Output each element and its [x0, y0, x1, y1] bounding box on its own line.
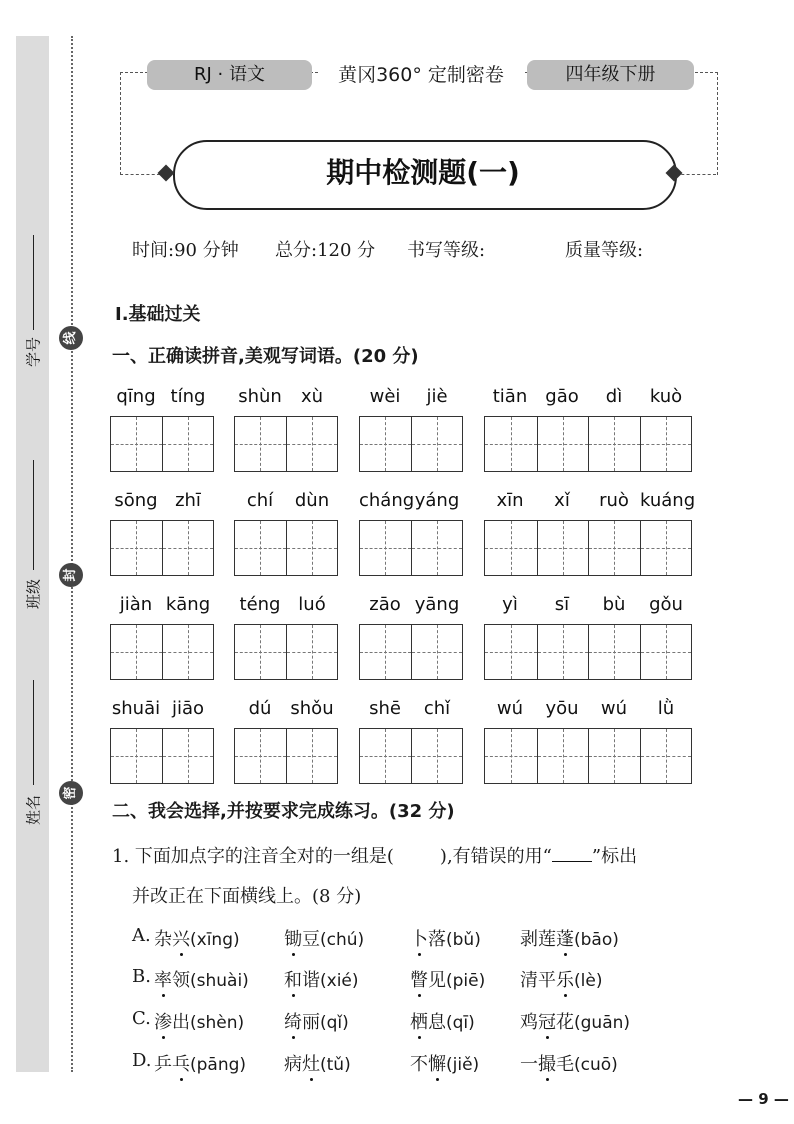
writing-cell[interactable] [640, 521, 692, 575]
pinyin-row [110, 386, 694, 486]
pinyin-syllable: jiè [426, 386, 448, 407]
pinyin-syllable: yì [502, 594, 518, 615]
writing-cell[interactable] [485, 729, 537, 783]
writing-cell[interactable] [640, 417, 692, 471]
writing-cell[interactable] [111, 417, 162, 471]
writing-cell[interactable] [485, 625, 537, 679]
writing-grid [359, 416, 463, 472]
subject-pill: RJ · 语文 [147, 60, 312, 90]
question-1-text-a: 1. 下面加点字的注音全对的一组是( [112, 846, 394, 867]
pinyin-syllable: shùn [238, 386, 282, 407]
pinyin-syllable: chí [246, 490, 274, 511]
pinyin-syllable: zhī [175, 490, 201, 511]
pinyin-syllable: cháng [359, 490, 415, 511]
dotted-character: 渗 [154, 1008, 172, 1034]
pinyin-annotation: (bǔ) [446, 930, 481, 950]
writing-cell[interactable] [235, 521, 286, 575]
pinyin-syllable: kuò [649, 386, 683, 407]
word-prefix: 杂 [154, 929, 172, 950]
pinyin-syllable: lǜ [657, 698, 675, 719]
option-letter[interactable]: B. [132, 966, 151, 987]
pinyin-syllable: zāo [369, 594, 401, 615]
writing-grid [110, 624, 214, 680]
header-frame-right-foot [676, 174, 716, 175]
writing-cell[interactable] [588, 417, 640, 471]
writing-cell[interactable] [111, 729, 162, 783]
pinyin-syllable: gāo [545, 386, 579, 407]
writing-grid [110, 520, 214, 576]
writing-cell[interactable] [485, 417, 537, 471]
option-letter[interactable]: C. [132, 1008, 151, 1029]
option-word [410, 1050, 479, 1076]
dotted-character: 卜 [410, 925, 428, 951]
page-title: 期中检测题(一) [326, 156, 520, 189]
pinyin-syllable: jiàn [119, 594, 153, 615]
writing-grid [110, 728, 214, 784]
writing-cell[interactable] [111, 521, 162, 575]
word-suffix: 豆 [302, 929, 320, 950]
student-number-label: 学号 [24, 336, 43, 368]
writing-cell[interactable] [588, 521, 640, 575]
seal-line-marker: 线 [59, 326, 83, 350]
word-prefix: 病 [284, 1054, 302, 1075]
word-prefix: 乒 [154, 1054, 172, 1075]
pinyin-syllable: téng [239, 594, 281, 615]
grade-pill: 四年级下册 [527, 60, 694, 90]
writing-grid [359, 624, 463, 680]
word-prefix: 清平 [520, 970, 556, 991]
pinyin-row [110, 698, 694, 798]
writing-cell[interactable] [286, 521, 337, 575]
writing-cell[interactable] [640, 729, 692, 783]
writing-cell[interactable] [111, 625, 162, 679]
seal-seal-marker: 封 [59, 563, 83, 587]
dotted-character: 灶 [302, 1050, 320, 1076]
dotted-character: 和 [284, 966, 302, 992]
writing-cell[interactable] [286, 417, 337, 471]
dotted-character: 栖 [410, 1008, 428, 1034]
option-word [520, 925, 619, 951]
writing-cell[interactable] [235, 417, 286, 471]
writing-cell[interactable] [360, 729, 411, 783]
pinyin-annotation: (shuài) [190, 971, 249, 991]
option-word [284, 925, 364, 951]
writing-grid [484, 624, 692, 680]
page-number: — 9 — [738, 1090, 789, 1108]
header-frame-left-foot [120, 174, 160, 175]
writing-cell[interactable] [360, 521, 411, 575]
pinyin-syllable: sī [554, 594, 570, 615]
pinyin-syllable: dì [605, 386, 623, 407]
option-word [154, 925, 240, 951]
pinyin-annotation: (xīng) [190, 930, 240, 950]
option-word [284, 1050, 351, 1076]
pinyin-syllable: shē [369, 698, 401, 719]
pinyin-syllable: tiān [492, 386, 528, 407]
option-word [154, 1008, 244, 1034]
word-prefix: 一 [520, 1054, 538, 1075]
pinyin-syllable: gǒu [649, 594, 683, 615]
question-1-text-c: ”标出 [591, 846, 638, 867]
pinyin-syllable: wú [600, 698, 628, 719]
pinyin-syllable: tíng [170, 386, 206, 407]
option-word [410, 1008, 475, 1034]
option-word [154, 1050, 246, 1076]
question-1-text-b: ),有错误的用“ [439, 846, 552, 867]
name-label: 姓名 [24, 794, 43, 826]
writing-grid [110, 416, 214, 472]
writing-grid [484, 520, 692, 576]
writing-grid [359, 728, 463, 784]
dotted-character: 瞥 [410, 966, 428, 992]
writing-cell[interactable] [485, 521, 537, 575]
time-info: 时间:90 分钟 [132, 240, 239, 261]
dotted-character: 懈 [428, 1050, 446, 1076]
dotted-character: 绮 [284, 1008, 302, 1034]
pinyin-annotation: (guān) [574, 1013, 631, 1033]
writing-cell[interactable] [411, 521, 462, 575]
pinyin-syllable: wèi [369, 386, 401, 407]
pinyin-syllable: ruò [599, 490, 629, 511]
total-score-info: 总分:120 分 [275, 240, 376, 261]
writing-cell[interactable] [360, 625, 411, 679]
pinyin-syllable: wú [496, 698, 524, 719]
writing-grid [359, 520, 463, 576]
writing-cell[interactable] [537, 521, 589, 575]
writing-cell[interactable] [162, 521, 213, 575]
class-label: 班级 [24, 578, 43, 610]
writing-grid [234, 624, 338, 680]
option-word [284, 1008, 349, 1034]
dotted-character: 锄 [284, 925, 302, 951]
pinyin-syllable: kāng [165, 594, 211, 615]
series-title: 黄冈360° 定制密卷 [318, 60, 524, 90]
name-blank[interactable] [33, 680, 34, 785]
pinyin-annotation: (bāo) [574, 930, 619, 950]
pinyin-syllable: dùn [294, 490, 330, 511]
option-word [284, 966, 359, 992]
pinyin-annotation: (xié) [320, 971, 359, 991]
writing-cell[interactable] [162, 625, 213, 679]
pinyin-syllable: qīng [116, 386, 156, 407]
question-1-line2: 并改正在下面横线上。(8 分) [132, 886, 362, 907]
part1-heading: Ⅰ.基础过关 [115, 304, 201, 325]
question-1-line1 [112, 842, 637, 868]
writing-cell[interactable] [588, 625, 640, 679]
pinyin-annotation: (chú) [320, 930, 365, 950]
writing-cell[interactable] [411, 417, 462, 471]
word-suffix: 丽 [302, 1012, 320, 1033]
writing-grid [484, 728, 692, 784]
option-letter[interactable]: A. [132, 925, 151, 946]
pinyin-annotation: (shèn) [190, 1013, 245, 1033]
writing-cell[interactable] [588, 729, 640, 783]
dotted-character: 冠 [538, 1008, 556, 1034]
writing-cell[interactable] [360, 417, 411, 471]
option-word [520, 1008, 630, 1034]
word-suffix: 落 [428, 929, 446, 950]
writing-grid [234, 728, 338, 784]
writing-grid [234, 520, 338, 576]
quality-grade-info: 质量等级: [565, 240, 644, 261]
word-suffix: 见 [428, 970, 446, 991]
writing-cell[interactable] [162, 729, 213, 783]
option-word [520, 1050, 618, 1076]
dotted-character: 乐 [556, 966, 574, 992]
pinyin-syllable: chǐ [423, 698, 451, 719]
writing-grid [484, 416, 692, 472]
writing-grid [234, 416, 338, 472]
pinyin-syllable: yáng [414, 490, 460, 511]
question1-heading: 一、正确读拼音,美观写词语。(20 分) [112, 346, 419, 367]
option-letter[interactable]: D. [132, 1050, 152, 1071]
class-blank[interactable] [33, 460, 34, 570]
pinyin-syllable: shuāi [111, 698, 161, 719]
pinyin-syllable: kuáng [640, 490, 696, 511]
writing-cell[interactable] [235, 729, 286, 783]
writing-cell[interactable] [286, 625, 337, 679]
pinyin-row [110, 594, 694, 694]
dotted-character: 乓 [172, 1050, 190, 1076]
pinyin-annotation: (cuō) [574, 1055, 618, 1075]
pinyin-annotation: (qǐ) [320, 1013, 349, 1033]
dotted-character: 蓬 [556, 925, 574, 951]
pinyin-syllable: xǐ [554, 490, 570, 511]
word-prefix: 剥莲 [520, 929, 556, 950]
word-prefix: 鸡 [520, 1012, 538, 1033]
option-word [410, 925, 481, 951]
writing-cell[interactable] [537, 625, 589, 679]
word-suffix: 花 [556, 1012, 574, 1033]
pinyin-annotation: (pāng) [190, 1055, 247, 1075]
pinyin-syllable: dú [248, 698, 272, 719]
option-word [410, 966, 485, 992]
writing-grade-info: 书写等级: [407, 240, 486, 261]
pinyin-annotation: (jiě) [446, 1055, 480, 1075]
writing-cell[interactable] [411, 625, 462, 679]
writing-cell[interactable] [411, 729, 462, 783]
pinyin-annotation: (piē) [446, 971, 486, 991]
pinyin-annotation: (qī) [446, 1013, 475, 1033]
underline-sample [552, 845, 592, 862]
writing-cell[interactable] [235, 625, 286, 679]
dotted-character: 撮 [538, 1050, 556, 1076]
writing-cell[interactable] [537, 417, 589, 471]
part2-heading: 二、我会选择,并按要求完成练习。(32 分) [112, 801, 455, 822]
word-suffix: 出 [172, 1012, 190, 1033]
option-word [154, 966, 249, 992]
word-suffix: 毛 [556, 1054, 574, 1075]
seal-secret-marker: 密 [59, 781, 83, 805]
pinyin-syllable: yāng [414, 594, 460, 615]
writing-cell[interactable] [162, 417, 213, 471]
pinyin-syllable: sōng [114, 490, 158, 511]
pinyin-syllable: bù [602, 594, 626, 615]
pinyin-syllable: xīn [496, 490, 524, 511]
writing-cell[interactable] [640, 625, 692, 679]
dotted-character: 率 [154, 966, 172, 992]
word-suffix: 息 [428, 1012, 446, 1033]
pinyin-syllable: yōu [545, 698, 579, 719]
writing-cell[interactable] [537, 729, 589, 783]
word-suffix: 领 [172, 970, 190, 991]
student-number-blank[interactable] [33, 235, 34, 330]
pinyin-row [110, 490, 694, 590]
writing-cell[interactable] [286, 729, 337, 783]
pinyin-syllable: luó [298, 594, 326, 615]
word-prefix: 不 [410, 1054, 428, 1075]
pinyin-annotation: (lè) [574, 971, 603, 991]
word-suffix: 谐 [302, 970, 320, 991]
pinyin-syllable: shǒu [290, 698, 334, 719]
seal-dotted-line [71, 36, 73, 1072]
pinyin-syllable: xù [300, 386, 324, 407]
pinyin-annotation: (tǔ) [320, 1055, 351, 1075]
pinyin-syllable: jiāo [171, 698, 205, 719]
dotted-character: 兴 [172, 925, 190, 951]
option-word [520, 966, 602, 992]
